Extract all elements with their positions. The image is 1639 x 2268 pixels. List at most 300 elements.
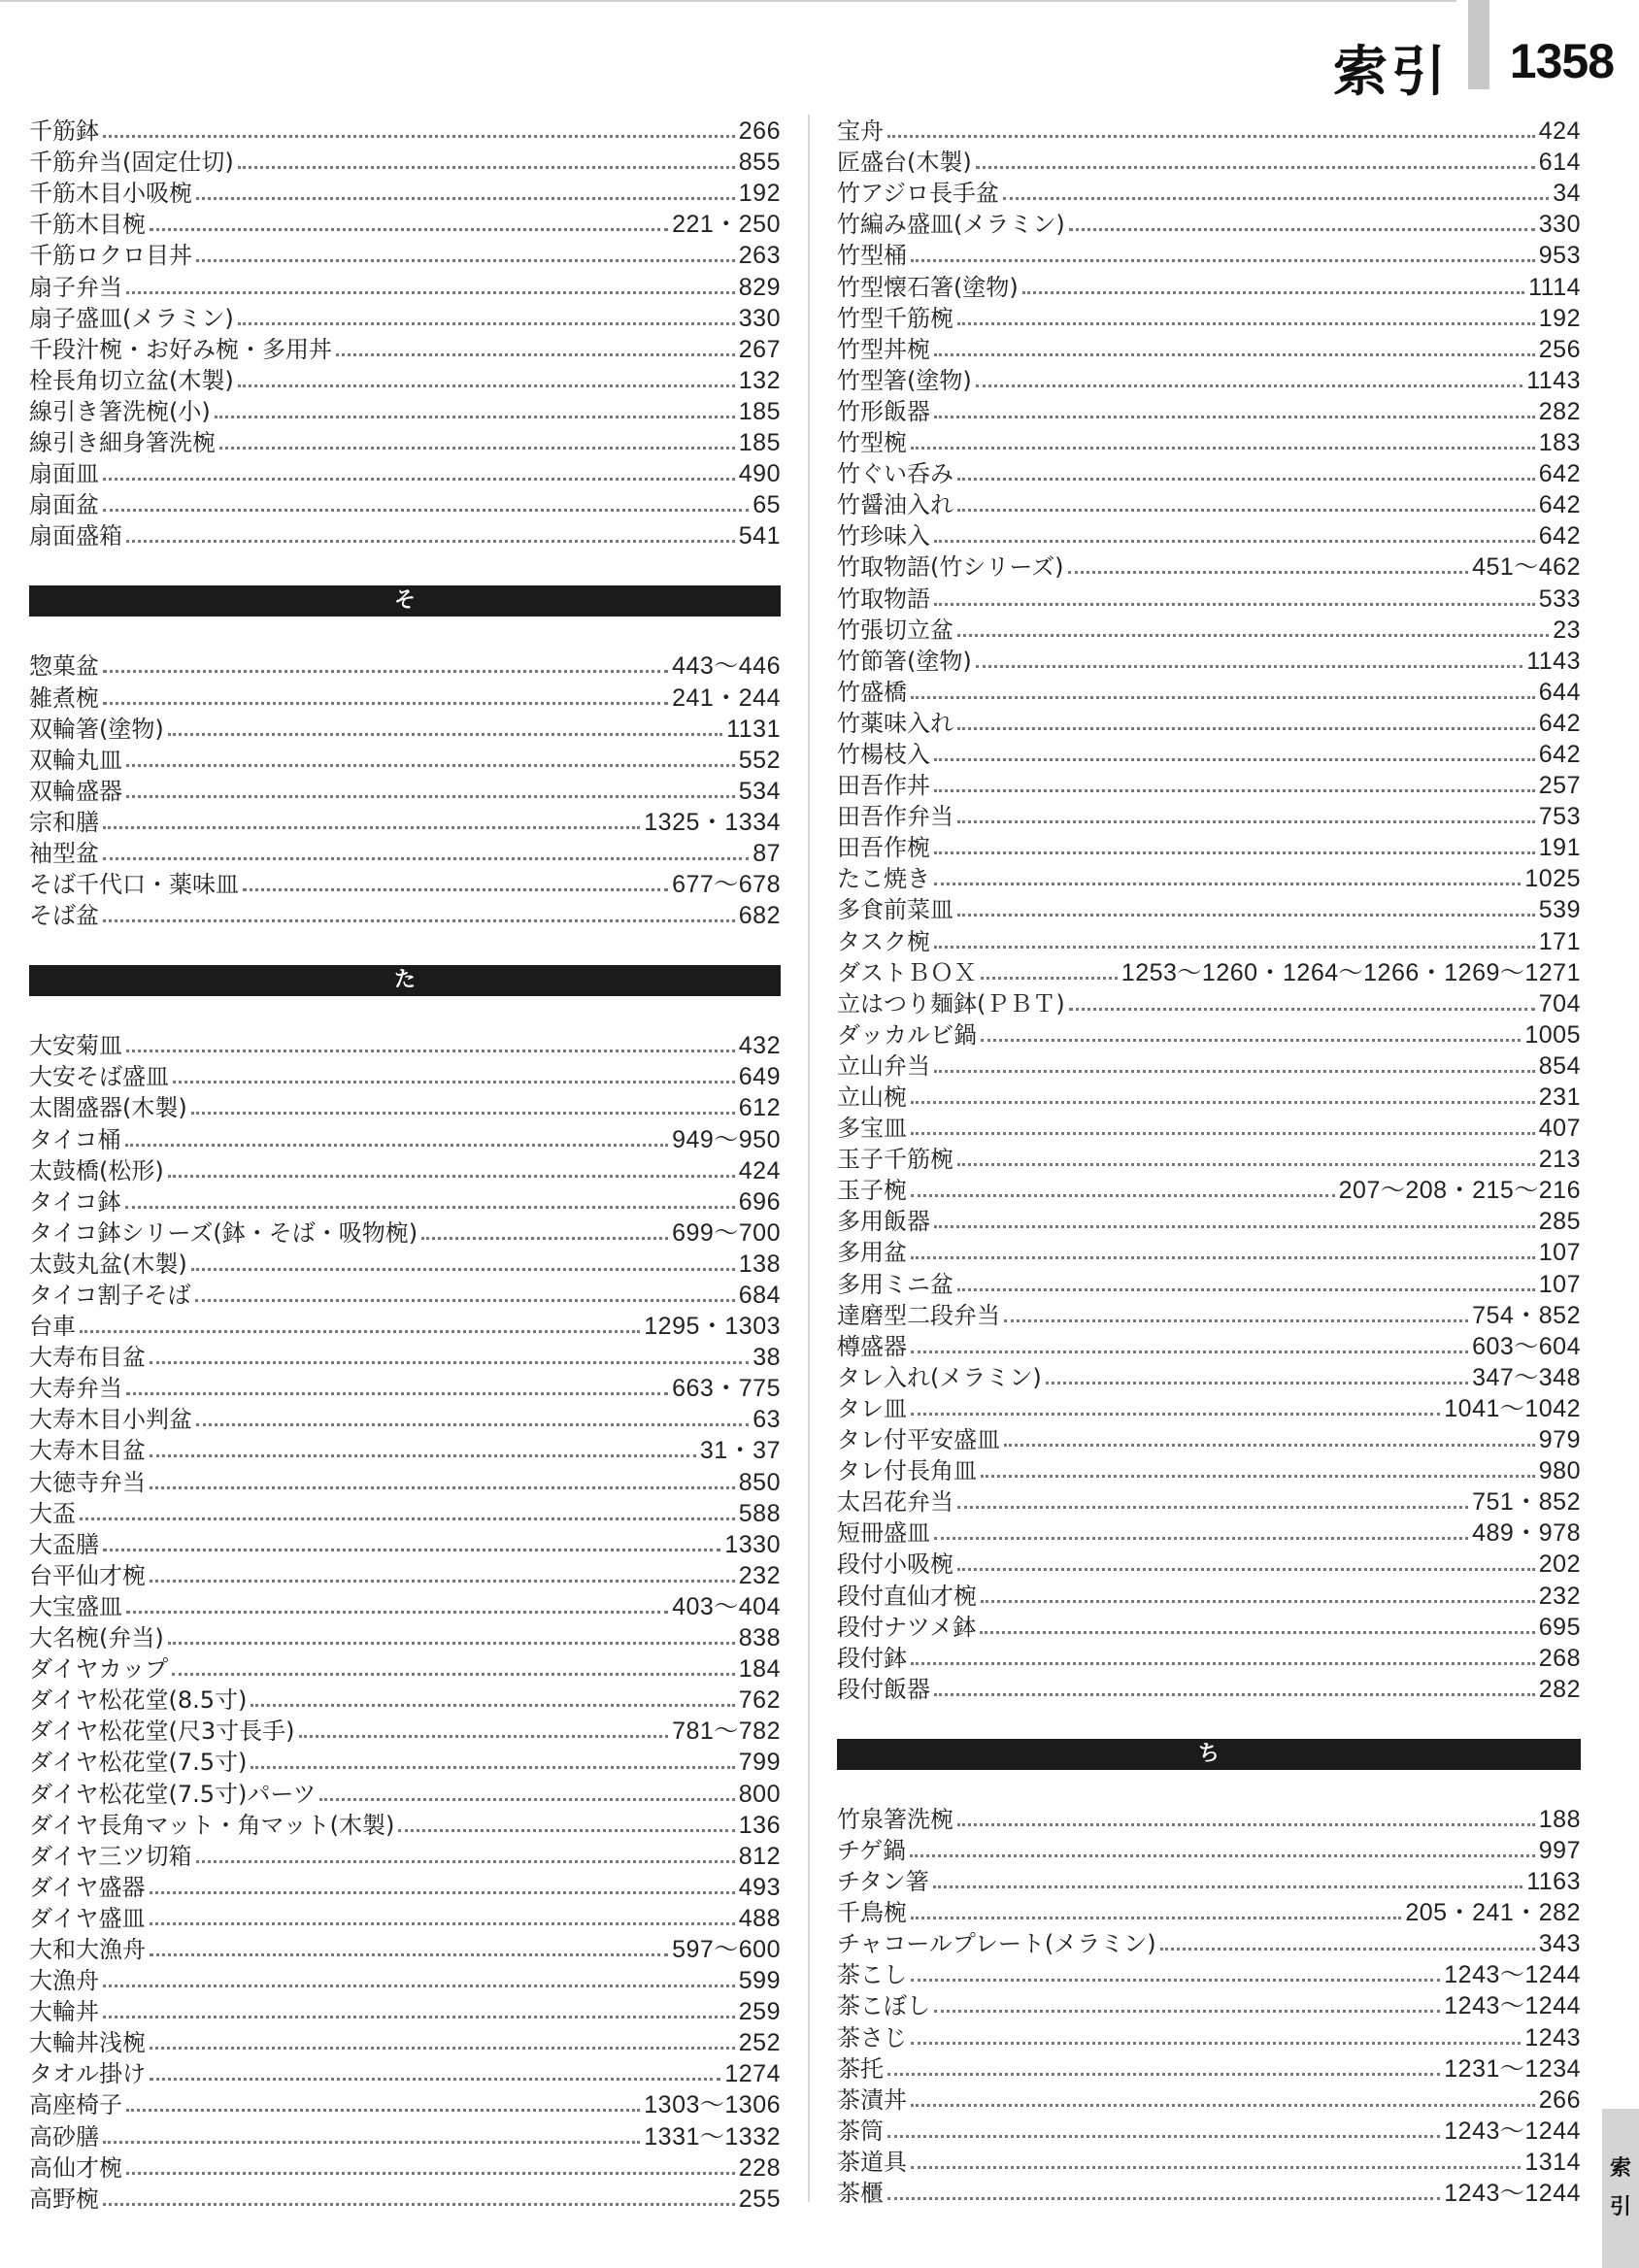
index-entry[interactable] — [837, 800, 1581, 831]
leader-dots — [957, 1568, 1535, 1571]
header-accent-bar — [1468, 0, 1489, 89]
index-entry[interactable] — [29, 426, 781, 457]
entry-name: タイコ鉢シリーズ(鉢・そば・吸物椀) — [29, 1218, 418, 1247]
index-entry[interactable] — [837, 1081, 1581, 1112]
entry-page: 953 — [1538, 242, 1581, 270]
entry-name: 大盃 — [29, 1499, 76, 1527]
entry-name: 竹薬味入れ — [837, 709, 953, 737]
entry-page: 1303〜1306 — [644, 2091, 781, 2119]
entry-page: 87 — [753, 839, 781, 867]
leader-dots — [934, 353, 1535, 356]
index-entry[interactable] — [29, 1871, 781, 1902]
index-entry[interactable] — [837, 146, 1581, 177]
entry-page: 1243〜1244 — [1444, 2117, 1581, 2145]
entry-name: 大輪丼浅椀 — [29, 2029, 146, 2057]
index-entry[interactable] — [837, 738, 1581, 769]
index-entry[interactable] — [837, 2177, 1581, 2208]
leader-dots — [887, 2197, 1440, 2200]
index-entry[interactable] — [837, 1989, 1581, 2020]
index-entry[interactable] — [837, 364, 1581, 395]
entry-page: 488 — [738, 1904, 781, 1932]
entry-page: 266 — [1538, 2085, 1581, 2114]
index-entry[interactable] — [29, 519, 781, 550]
index-entry[interactable] — [29, 713, 781, 744]
leader-dots — [126, 1611, 668, 1614]
index-entry[interactable] — [837, 893, 1581, 924]
leader-dots — [957, 634, 1549, 637]
entry-page: 432 — [738, 1032, 781, 1060]
section-gap — [837, 1704, 1581, 1739]
entry-page: 171 — [1538, 927, 1581, 955]
index-entry[interactable] — [837, 1330, 1581, 1361]
entry-page: 603〜604 — [1472, 1332, 1581, 1360]
entry-page: 343 — [1538, 1930, 1581, 1958]
entry-page: 642 — [1538, 522, 1581, 550]
entry-name: 扇面盆 — [29, 491, 99, 519]
index-entry[interactable] — [837, 1611, 1581, 1642]
index-entry[interactable] — [837, 645, 1581, 676]
entry-page: 228 — [738, 2153, 781, 2182]
index-entry[interactable] — [29, 744, 781, 775]
leader-dots — [126, 2109, 640, 2112]
entry-page: 259 — [738, 1998, 781, 2026]
leader-dots — [126, 2172, 735, 2175]
index-entry[interactable] — [837, 270, 1581, 301]
leader-dots — [173, 1081, 735, 1084]
side-index-tab[interactable] — [1602, 2109, 1639, 2268]
index-entry[interactable] — [29, 208, 781, 239]
index-entry[interactable] — [837, 2084, 1581, 2115]
entry-page: 192 — [738, 180, 781, 208]
entry-page: 65 — [753, 491, 781, 519]
index-entry[interactable] — [837, 1958, 1581, 1989]
index-entry[interactable] — [837, 1112, 1581, 1143]
index-entry[interactable] — [837, 2146, 1581, 2177]
entry-page: 184 — [738, 1655, 781, 1684]
entry-name: 扇子盛皿(メラミン) — [29, 304, 234, 332]
entry-page: 255 — [738, 2185, 781, 2213]
leader-dots — [103, 702, 668, 705]
index-column-right — [837, 115, 1581, 2208]
index-entry[interactable] — [29, 1902, 781, 1933]
leader-dots — [934, 540, 1535, 543]
entry-name: 高座椅子 — [29, 2091, 122, 2119]
entry-page: 663・775 — [672, 1375, 781, 1403]
index-entry[interactable] — [29, 2119, 781, 2151]
entry-page: 1143 — [1526, 647, 1581, 675]
leader-dots — [911, 1132, 1535, 1135]
index-entry[interactable] — [837, 1050, 1581, 1081]
entry-name: 段付小吸椀 — [837, 1551, 953, 1579]
index-entry[interactable] — [29, 1091, 781, 1122]
index-entry[interactable] — [837, 676, 1581, 707]
leader-dots — [1068, 571, 1469, 574]
entry-name: 竹盛橋 — [837, 678, 907, 706]
index-entry[interactable] — [837, 2115, 1581, 2146]
entry-name: ダイヤ松花堂(8.5寸) — [29, 1686, 248, 1715]
index-entry[interactable] — [837, 1018, 1581, 1050]
index-entry[interactable] — [29, 1248, 781, 1279]
index-entry[interactable] — [29, 1590, 781, 1621]
leader-dots — [299, 1735, 669, 1738]
index-entry[interactable] — [29, 1372, 781, 1403]
index-entry[interactable] — [837, 956, 1581, 987]
index-entry[interactable] — [837, 1143, 1581, 1174]
section-header: そ — [29, 585, 781, 617]
index-entry[interactable] — [837, 614, 1581, 645]
index-entry[interactable] — [837, 333, 1581, 364]
index-entry[interactable] — [29, 239, 781, 270]
index-entry[interactable] — [29, 1933, 781, 1964]
index-entry[interactable] — [837, 1267, 1581, 1298]
entry-page: 136 — [738, 1811, 781, 1839]
entry-name: 竹型箸(塗物) — [837, 366, 972, 394]
entry-name: 多用盆 — [837, 1239, 907, 1267]
entry-page: 257 — [1538, 772, 1581, 800]
index-entry[interactable] — [837, 302, 1581, 333]
index-entry[interactable] — [29, 1029, 781, 1060]
leader-dots — [125, 1144, 669, 1147]
entry-name: 茶さじ — [837, 2023, 907, 2051]
index-entry[interactable] — [837, 1579, 1581, 1610]
index-entry[interactable] — [837, 519, 1581, 550]
leader-dots — [191, 1268, 735, 1271]
leader-dots — [172, 1673, 735, 1676]
leader-dots — [934, 851, 1535, 854]
index-entry[interactable] — [29, 2088, 781, 2119]
leader-dots — [150, 2078, 720, 2081]
index-entry[interactable] — [837, 1834, 1581, 1865]
index-entry[interactable] — [837, 457, 1581, 488]
leader-dots — [934, 1070, 1535, 1073]
index-entry[interactable] — [29, 2026, 781, 2057]
index-entry[interactable] — [29, 1154, 781, 1185]
index-entry[interactable] — [29, 2057, 781, 2088]
index-entry[interactable] — [837, 1299, 1581, 1330]
entry-name: 高仙才椀 — [29, 2153, 122, 2182]
index-entry[interactable] — [29, 1777, 781, 1808]
index-entry[interactable] — [837, 924, 1581, 955]
index-entry[interactable] — [837, 550, 1581, 582]
entry-name: 台平仙才椀 — [29, 1561, 146, 1589]
index-entry[interactable] — [837, 1236, 1581, 1267]
entry-name: 段付ナツメ鉢 — [837, 1613, 977, 1641]
entry-page: 588 — [738, 1499, 781, 1527]
leader-dots — [911, 1194, 1335, 1197]
index-entry[interactable] — [837, 1205, 1581, 1236]
leader-dots — [934, 758, 1535, 761]
entry-page: 704 — [1538, 989, 1581, 1017]
entry-name: 高野椀 — [29, 2185, 99, 2213]
index-entry[interactable] — [29, 1434, 781, 1465]
entry-page: 541 — [738, 522, 781, 550]
index-entry[interactable] — [837, 707, 1581, 738]
entry-page: 263 — [738, 242, 781, 270]
index-entry[interactable] — [837, 2020, 1581, 2051]
index-entry[interactable] — [29, 2151, 781, 2183]
index-entry[interactable] — [837, 1865, 1581, 1896]
entry-name: 茶道具 — [837, 2148, 907, 2176]
index-entry[interactable] — [837, 987, 1581, 1018]
index-entry[interactable] — [837, 239, 1581, 270]
index-entry[interactable] — [29, 115, 781, 146]
entry-page: 684 — [738, 1282, 781, 1309]
index-entry[interactable] — [29, 681, 781, 712]
leader-dots — [911, 2042, 1521, 2045]
entry-page: 185 — [738, 429, 781, 457]
index-entry[interactable] — [837, 488, 1581, 519]
index-entry[interactable] — [29, 1217, 781, 1248]
index-entry[interactable] — [837, 1485, 1581, 1517]
entry-page: 1331〜1332 — [644, 2122, 781, 2151]
entry-page: 207〜208・215〜216 — [1338, 1177, 1581, 1205]
entry-name: タオル掛け — [29, 2060, 146, 2088]
entry-name: 立はつり麺鉢(ＰＢＴ) — [837, 989, 1065, 1017]
leader-dots — [103, 478, 735, 481]
entry-page: 850 — [738, 1468, 781, 1496]
index-entry[interactable] — [837, 1927, 1581, 1958]
index-entry[interactable] — [29, 775, 781, 806]
leader-dots — [981, 977, 1118, 980]
index-entry[interactable] — [29, 364, 781, 395]
entry-page: 1274 — [724, 2060, 781, 2088]
entry-page: 1163 — [1526, 1868, 1581, 1896]
index-entry[interactable] — [837, 1896, 1581, 1927]
leader-dots — [243, 888, 668, 891]
leader-dots — [934, 1693, 1535, 1696]
leader-dots — [126, 764, 735, 767]
index-entry[interactable] — [837, 208, 1581, 239]
entry-page: 63 — [753, 1406, 781, 1434]
leader-dots — [126, 795, 735, 798]
top-rule — [0, 0, 1456, 2]
entry-page: 1005 — [1524, 1020, 1581, 1049]
entry-name: 扇面盛箱 — [29, 522, 122, 550]
index-entry[interactable] — [837, 862, 1581, 893]
entry-page: 191 — [1538, 834, 1581, 862]
index-entry[interactable] — [837, 426, 1581, 457]
entry-name: タスク椀 — [837, 927, 930, 955]
leader-dots — [398, 1829, 734, 1832]
leader-dots — [150, 228, 668, 231]
index-entry[interactable] — [29, 1185, 781, 1217]
leader-dots — [196, 259, 735, 262]
index-entry[interactable] — [837, 1803, 1581, 1834]
index-entry[interactable] — [29, 1715, 781, 1746]
index-entry[interactable] — [837, 1454, 1581, 1485]
leader-dots — [421, 1237, 668, 1240]
leader-dots — [957, 1823, 1535, 1826]
index-entry[interactable] — [29, 488, 781, 519]
entry-name: 双輪丸皿 — [29, 746, 122, 774]
section-gap — [29, 996, 781, 1029]
entry-page: 642 — [1538, 491, 1581, 519]
entry-page: 677〜678 — [672, 871, 781, 899]
index-entry[interactable] — [29, 1497, 781, 1528]
index-entry[interactable] — [29, 395, 781, 426]
leader-dots — [911, 1101, 1535, 1104]
section-header: た — [29, 965, 781, 996]
leader-dots — [168, 1642, 735, 1645]
leader-dots — [957, 727, 1535, 730]
index-entry[interactable] — [29, 1652, 781, 1684]
index-entry[interactable] — [29, 1995, 781, 2026]
entry-page: 812 — [738, 1842, 781, 1870]
index-entry[interactable] — [29, 899, 781, 930]
entry-name: ダイヤ松花堂(7.5寸) — [29, 1749, 248, 1777]
index-entry[interactable] — [29, 806, 781, 837]
index-entry[interactable] — [837, 1392, 1581, 1423]
index-entry[interactable] — [837, 1548, 1581, 1579]
index-entry[interactable] — [29, 837, 781, 868]
index-entry[interactable] — [837, 1174, 1581, 1205]
index-entry[interactable] — [29, 1809, 781, 1840]
entry-name: ダイヤカップ — [29, 1655, 169, 1684]
index-entry[interactable] — [837, 1517, 1581, 1548]
index-entry[interactable] — [837, 582, 1581, 613]
index-entry[interactable] — [29, 1403, 781, 1434]
index-entry[interactable] — [29, 1310, 781, 1341]
entry-name: 多用飯器 — [837, 1208, 930, 1236]
entry-name: 大漁舟 — [29, 1967, 99, 1995]
index-entry[interactable] — [29, 177, 781, 208]
leader-dots — [976, 384, 1523, 387]
entry-name: 宗和膳 — [29, 808, 99, 836]
index-entry[interactable] — [29, 2183, 781, 2214]
index-entry[interactable] — [837, 1361, 1581, 1392]
leader-dots — [126, 540, 735, 543]
index-entry[interactable] — [29, 1964, 781, 1995]
entry-page: 997 — [1538, 1836, 1581, 1864]
index-entry[interactable] — [29, 1840, 781, 1871]
index-entry[interactable] — [29, 868, 781, 899]
entry-page: 699〜700 — [672, 1218, 781, 1247]
entry-name: 大安菊皿 — [29, 1032, 122, 1060]
leader-dots — [80, 1330, 640, 1333]
index-entry[interactable] — [29, 270, 781, 301]
entry-page: 493 — [738, 1873, 781, 1901]
leader-dots — [1004, 1319, 1468, 1322]
entry-name: ダイヤ盛皿 — [29, 1904, 146, 1932]
index-entry[interactable] — [29, 1060, 781, 1091]
entry-page: 800 — [738, 1780, 781, 1808]
entry-name: そば千代口・薬味皿 — [29, 871, 239, 899]
entry-page: 539 — [1538, 896, 1581, 924]
index-entry[interactable] — [837, 1642, 1581, 1673]
index-entry[interactable] — [29, 1279, 781, 1310]
leader-dots — [195, 1299, 735, 1302]
index-entry[interactable] — [29, 1621, 781, 1652]
entry-page: 1243〜1244 — [1444, 1992, 1581, 2020]
leader-dots — [103, 2203, 735, 2206]
leader-dots — [910, 1854, 1535, 1857]
entry-name: 竹醤油入れ — [837, 491, 953, 519]
index-entry[interactable] — [29, 1122, 781, 1153]
leader-dots — [126, 1392, 668, 1395]
index-entry[interactable] — [837, 115, 1581, 146]
entry-page: 403〜404 — [672, 1592, 781, 1620]
entry-page: 268 — [1538, 1644, 1581, 1672]
entry-name: 大寿布目盆 — [29, 1344, 146, 1372]
entry-name: 千鳥椀 — [837, 1899, 907, 1927]
index-entry[interactable] — [837, 1673, 1581, 1704]
entry-name: 千筋弁当(固定仕切) — [29, 149, 234, 177]
entry-page: 213 — [1538, 1146, 1581, 1174]
entry-name: 袖型盆 — [29, 839, 99, 867]
entry-name: 大宝盛皿 — [29, 1592, 122, 1620]
leader-dots — [934, 603, 1535, 606]
entry-name: 竹節箸(塗物) — [837, 647, 972, 675]
entry-name: 短冊盛皿 — [837, 1519, 930, 1548]
entry-name: タレ付長角皿 — [837, 1457, 977, 1485]
entry-name: チゲ鍋 — [837, 1836, 907, 1864]
leader-dots — [168, 733, 723, 736]
entry-name: 段付鉢 — [837, 1644, 907, 1672]
entry-page: 330 — [1538, 211, 1581, 239]
index-entry[interactable] — [837, 831, 1581, 862]
entry-name: そば盆 — [29, 902, 99, 930]
index-entry[interactable] — [29, 1746, 781, 1777]
index-entry[interactable] — [29, 650, 781, 681]
entry-name: 太鼓橋(松形) — [29, 1156, 164, 1184]
leader-dots — [911, 1662, 1535, 1665]
entry-name: 線引き細身箸洗椀 — [29, 429, 216, 457]
leader-dots — [934, 946, 1535, 949]
index-entry[interactable] — [29, 333, 781, 364]
index-entry[interactable] — [837, 2052, 1581, 2084]
entry-page: 799 — [738, 1749, 781, 1777]
leader-dots — [1069, 228, 1535, 231]
entry-page: 407 — [1538, 1115, 1581, 1143]
index-entry[interactable] — [29, 1559, 781, 1590]
entry-name: 太閤盛器(木製) — [29, 1094, 187, 1122]
entry-page: 1243 — [1524, 2023, 1581, 2051]
entry-page: 205・241・282 — [1405, 1899, 1581, 1927]
index-entry[interactable] — [29, 1684, 781, 1715]
index-entry[interactable] — [29, 457, 781, 488]
index-entry[interactable] — [837, 769, 1581, 800]
leader-dots — [126, 1050, 735, 1052]
leader-dots — [251, 1766, 734, 1769]
entry-page: 751・852 — [1472, 1488, 1581, 1517]
leader-dots — [957, 1163, 1535, 1166]
page-number: 1358 — [1509, 34, 1614, 88]
index-entry[interactable] — [837, 1423, 1581, 1454]
leader-dots — [150, 1953, 668, 1956]
index-entry[interactable] — [29, 302, 781, 333]
entry-page: 221・250 — [672, 211, 781, 239]
index-entry[interactable] — [29, 1341, 781, 1372]
index-entry[interactable] — [837, 395, 1581, 426]
leader-dots — [911, 1351, 1468, 1353]
entry-name: 竹張切立盆 — [837, 616, 953, 644]
index-entry[interactable] — [29, 146, 781, 177]
section-header: ち — [837, 1739, 1581, 1770]
entry-name: タレ付平安盛皿 — [837, 1426, 1000, 1454]
entry-name: 多食前菜皿 — [837, 896, 953, 924]
entry-page: 241・244 — [672, 684, 781, 712]
leader-dots — [1046, 1382, 1468, 1384]
entry-name: 千段汁椀・お好み椀・多用丼 — [29, 335, 332, 363]
index-entry[interactable] — [837, 177, 1581, 208]
index-entry[interactable] — [29, 1465, 781, 1496]
entry-page: 107 — [1538, 1270, 1581, 1298]
index-entry[interactable] — [29, 1528, 781, 1559]
leader-dots — [150, 1454, 696, 1457]
entry-page: 1114 — [1528, 273, 1581, 301]
entry-name: 大徳寺弁当 — [29, 1468, 146, 1496]
entry-page: 552 — [738, 746, 781, 774]
